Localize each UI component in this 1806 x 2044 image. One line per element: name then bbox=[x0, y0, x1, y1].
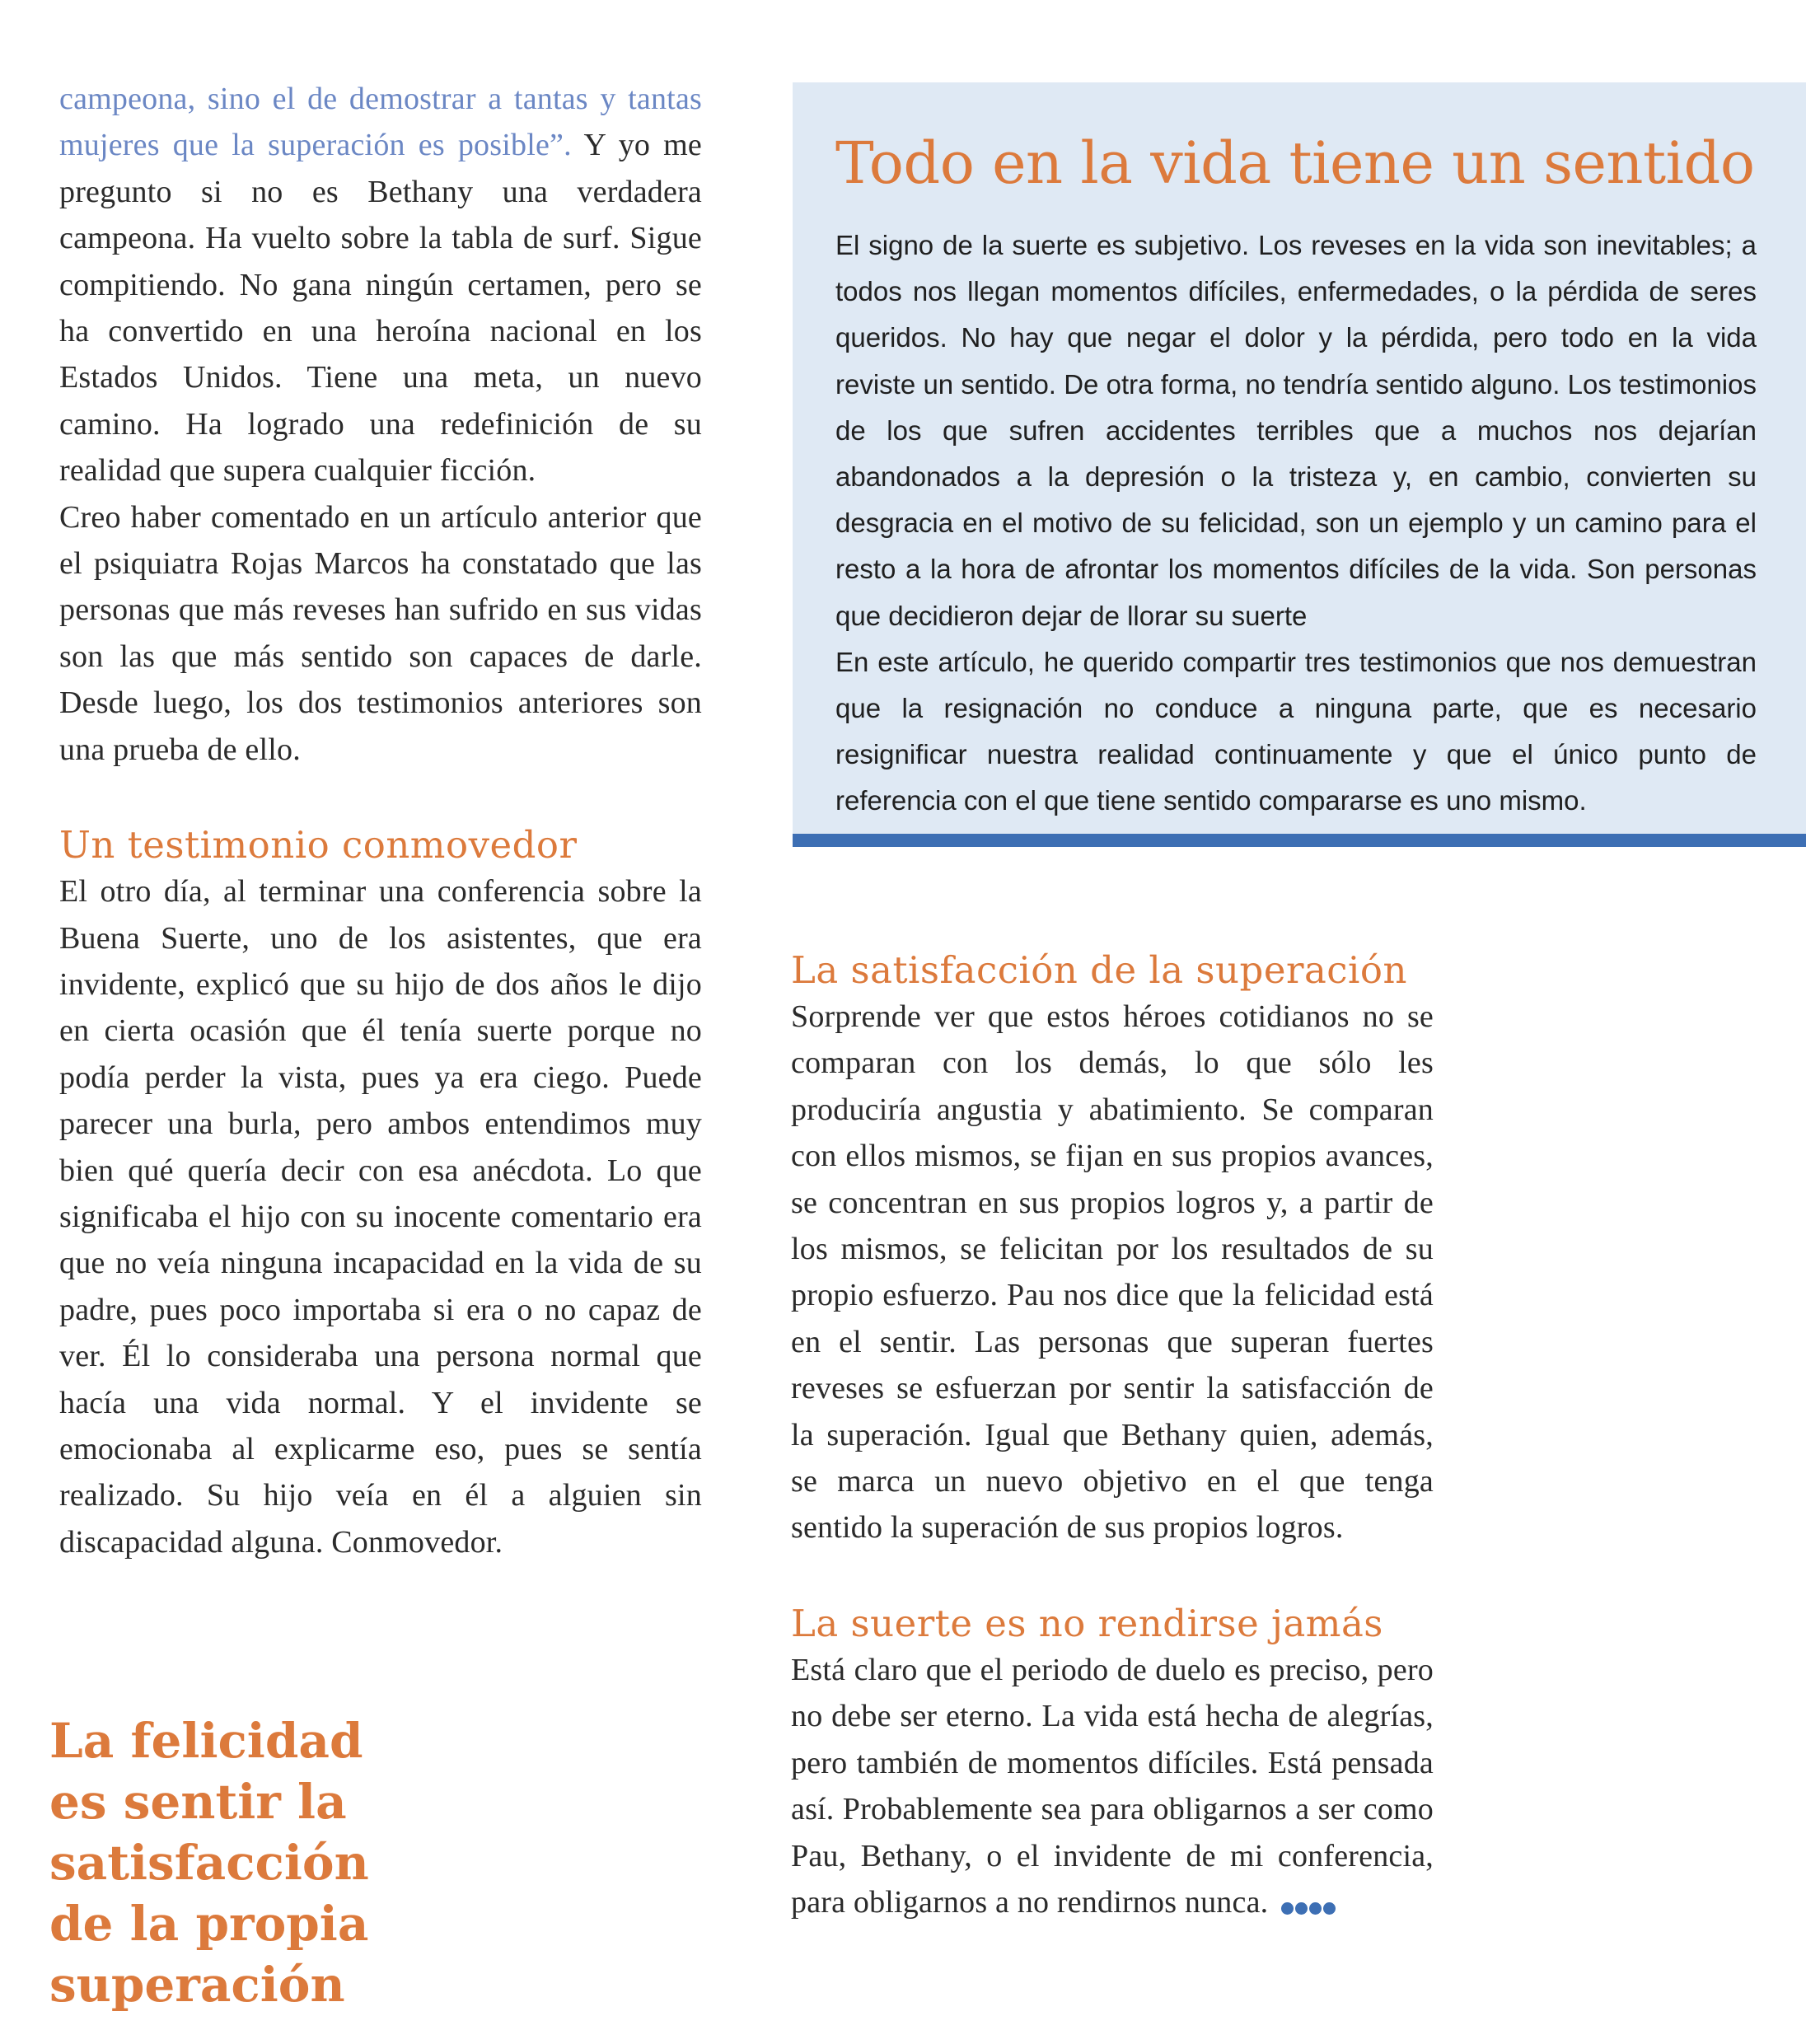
section-text-suerte-paragraph bbox=[791, 1647, 1434, 1929]
paragraph-rojas-marcos: Creo haber comentado en un artículo anterior que el psiquiatra Rojas Marcos ha constatado que las personas que más reveses han sufrido en sus vidas son las que más sentido son capaces de darle. Desde luego, los dos testimonios anteriores son una prueba de ello. bbox=[59, 499, 702, 767]
pull-quote-line: de la propia bbox=[49, 1896, 369, 1952]
section-heading-testimonio: Un testimonio conmovedor bbox=[59, 823, 578, 868]
intro-quote: campeona, sino el de demostrar a tantas y tantas mujeres que la superación es posible”. bbox=[59, 82, 702, 163]
sidebar-title: Todo en la vida tiene un sentido bbox=[835, 129, 1755, 197]
pull-quote-line: es sentir la bbox=[49, 1774, 347, 1830]
left-column bbox=[59, 76, 702, 1565]
pull-quote-line: La felicidad bbox=[49, 1713, 363, 1769]
end-mark-dots-icon bbox=[1281, 1882, 1337, 1928]
sidebar-bottom-bar bbox=[793, 834, 1806, 847]
sidebar-paragraph: En este artículo, he querido compartir tres testimonios que nos demuestran que la resignación no conduce a ninguna parte, que es necesario resignificar nuestra realidad continuamente y que el único punto de referencia con el que tiene sentido compararse es uno mismo. bbox=[835, 646, 1757, 816]
pull-quote-line: satisfacción bbox=[49, 1835, 369, 1891]
intro-paragraph bbox=[59, 76, 702, 494]
sidebar-box bbox=[793, 82, 1806, 847]
pull-quote bbox=[49, 1710, 395, 2015]
section-text-testimonio: El otro día, al terminar una conferencia sobre la Buena Suerte, uno de los asistentes, que era invidente, explicó que su hijo de dos años le dijo en cierta ocasión que él tenía suerte porque no podía perder la vista, pues ya era ciego. Puede parecer una burla, pero ambos entendimos muy bien qué quería decir con esa anécdota. Lo que significaba el hijo con su inocente comentario era que no veía ninguna incapacidad en la vida de su padre, pues poco importaba si era o no capaz de ver. Él lo consideraba una persona normal que hacía una vida normal. Y el invidente se emocionaba al explicarme eso, pues se sentía realizado. Su hijo veía en él a alguien sin discapacidad alguna. Conmovedor. bbox=[59, 874, 702, 1560]
section-text-suerte: Está claro que el periodo de duelo es preciso, pero no debe ser eterno. La vida está hecha de alegrías, pero también de momentos difíciles. Está pensada así. Probablemente sea para obligarnos a ser como Pau, Bethany, o el invidente de mi conferencia, para obligarnos a no rendirnos nunca. bbox=[791, 1652, 1434, 1920]
section-heading-suerte: La suerte es no rendirse jamás bbox=[791, 1601, 1383, 1645]
pull-quote-line: superación bbox=[49, 1957, 345, 2013]
section-heading-satisfaccion: La satisfacción de la superación bbox=[791, 948, 1407, 992]
intro-text: Y yo me pregunto si no es Bethany una verdadera campeona. Ha vuelto sobre la tabla de surf. Sigue compitiendo. No gana ningún certamen, pero se ha convertido en una heroína nacional en los Estados Unidos. Tiene una meta, un nuevo camino. Ha logrado una redefinición de su realidad que supera cualquier ficción. bbox=[59, 128, 702, 489]
right-column bbox=[791, 947, 1434, 1928]
section-text-satisfaccion: Sorprende ver que estos héroes cotidianos no se comparan con los demás, lo que sólo les produciría angustia y abatimiento. Se comparan con ellos mismos, se fijan en sus propios avances, se concentran en sus propios logros y, a partir de los mismos, se felicitan por los resultados de su propio esfuerzo. Pau nos dice que la felicidad está en el sentir. Las personas que superan fuertes reveses se esfuerzan por sentir la satisfacción de la superación. Igual que Bethany quien, además, se marca un nuevo objetivo en el que tenga sentido la superación de sus propios logros. bbox=[791, 999, 1434, 1546]
sidebar-paragraph: El signo de la suerte es subjetivo. Los reveses en la vida son inevitables; a todos nos llegan momentos difíciles, enfermedades, o la pérdida de seres queridos. No hay que negar el dolor y la pérdida, pero todo en la vida reviste un sentido. De otra forma, no tendría sentido alguno. Los testimonios de los que sufren accidentes terribles que a muchos nos dejarían abandonados a la depresión o la tristeza y, en cambio, convierten su desgracia en el motivo de su felicidad, son un ejemplo y un camino para el resto a la hora de afrontar los momentos difíciles de la vida. Son personas que decidieron dejar de llorar su suerte bbox=[835, 230, 1757, 631]
